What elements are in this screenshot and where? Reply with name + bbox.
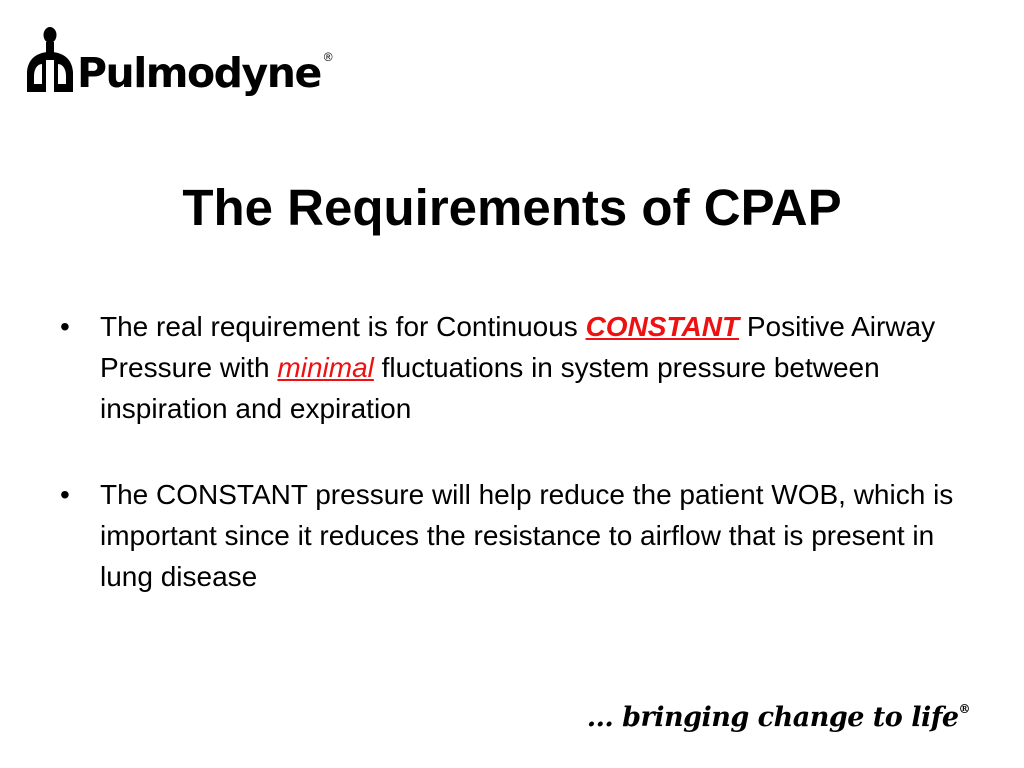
lungs-figure-icon xyxy=(24,26,76,96)
brand-name: Pulmodyne xyxy=(77,49,321,97)
logo-registered-mark: ® xyxy=(323,50,333,64)
footer-tagline xyxy=(587,702,970,733)
bullet-text: fluctuations in system pressure between inspiration and expiration xyxy=(100,352,880,424)
tagline-text: … bringing change to life xyxy=(586,702,959,733)
slide-title: The Requirements of CPAP xyxy=(182,179,842,236)
bullet-item-constant-pressure-wob xyxy=(60,474,960,597)
bullet-symbol: • xyxy=(60,311,70,342)
bullet-text: The CONSTANT pressure will help reduce the patient WOB, which is important since it reduces the resistance to airflow that is present in lung disease xyxy=(100,479,954,592)
bullet-symbol: • xyxy=(60,479,70,510)
emphasis-minimal: minimal xyxy=(277,352,374,383)
emphasis-constant: CONSTANT xyxy=(585,311,740,342)
bullet-text: The real requirement is for Continuous xyxy=(100,311,586,342)
bullet-list xyxy=(60,306,960,642)
tagline-registered-mark: ® xyxy=(958,702,970,716)
bullet-text: Positive Airway Pressure with xyxy=(100,311,936,383)
bullet-item-constant-requirement xyxy=(60,306,960,429)
pulmodyne-logo xyxy=(24,26,333,96)
